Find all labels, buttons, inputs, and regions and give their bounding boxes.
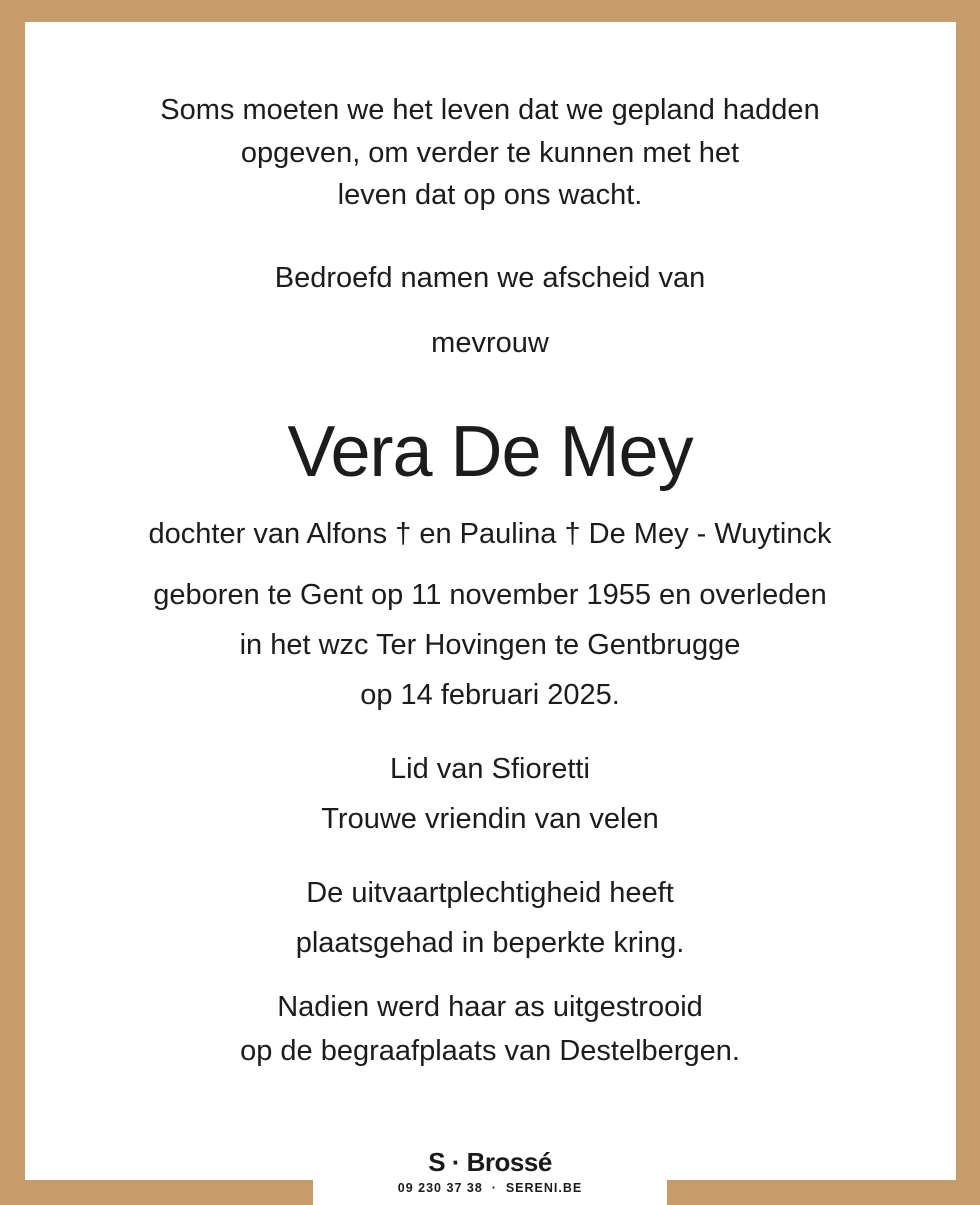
poem-line-1: Soms moeten we het leven dat we gepland hadden [160,94,820,126]
brand-logo: S · Brossé [428,1147,552,1177]
poem-line-3: leven dat op ons wacht. [337,179,643,211]
ashes-line-2: op de begraafplaats van Destelbergen. [240,1035,740,1067]
parents-text: dochter van Alfons † en Paulina † De Mey - Wuytinck [148,518,832,550]
life-line-3: op 14 februari 2025. [360,679,620,711]
salutation-text: mevrouw [431,327,549,359]
ashes-line-1: Nadien werd haar as uitgestrooid [277,991,703,1023]
tribute-line-1: Lid van Sfioretti [390,753,590,785]
ceremony-line-1: De uitvaartplechtigheid heeft [306,877,674,909]
life-line-2: in het wzc Ter Hovingen te Gentbrugge [239,629,741,661]
contact-info: 09 230 37 38 · SERENI.BE [397,1181,583,1195]
poem-line-2: opgeven, om verder te kunnen met het [240,137,740,169]
ceremony-line-2: plaatsgehad in beperkte kring. [295,927,685,959]
deceased-name: Vera De Mey [287,412,693,492]
announcement-text: Bedroefd namen we afscheid van [274,262,706,294]
life-line-1: geboren te Gent op 11 november 1955 en overleden [153,579,827,611]
tribute-line-2: Trouwe vriendin van velen [321,803,659,835]
